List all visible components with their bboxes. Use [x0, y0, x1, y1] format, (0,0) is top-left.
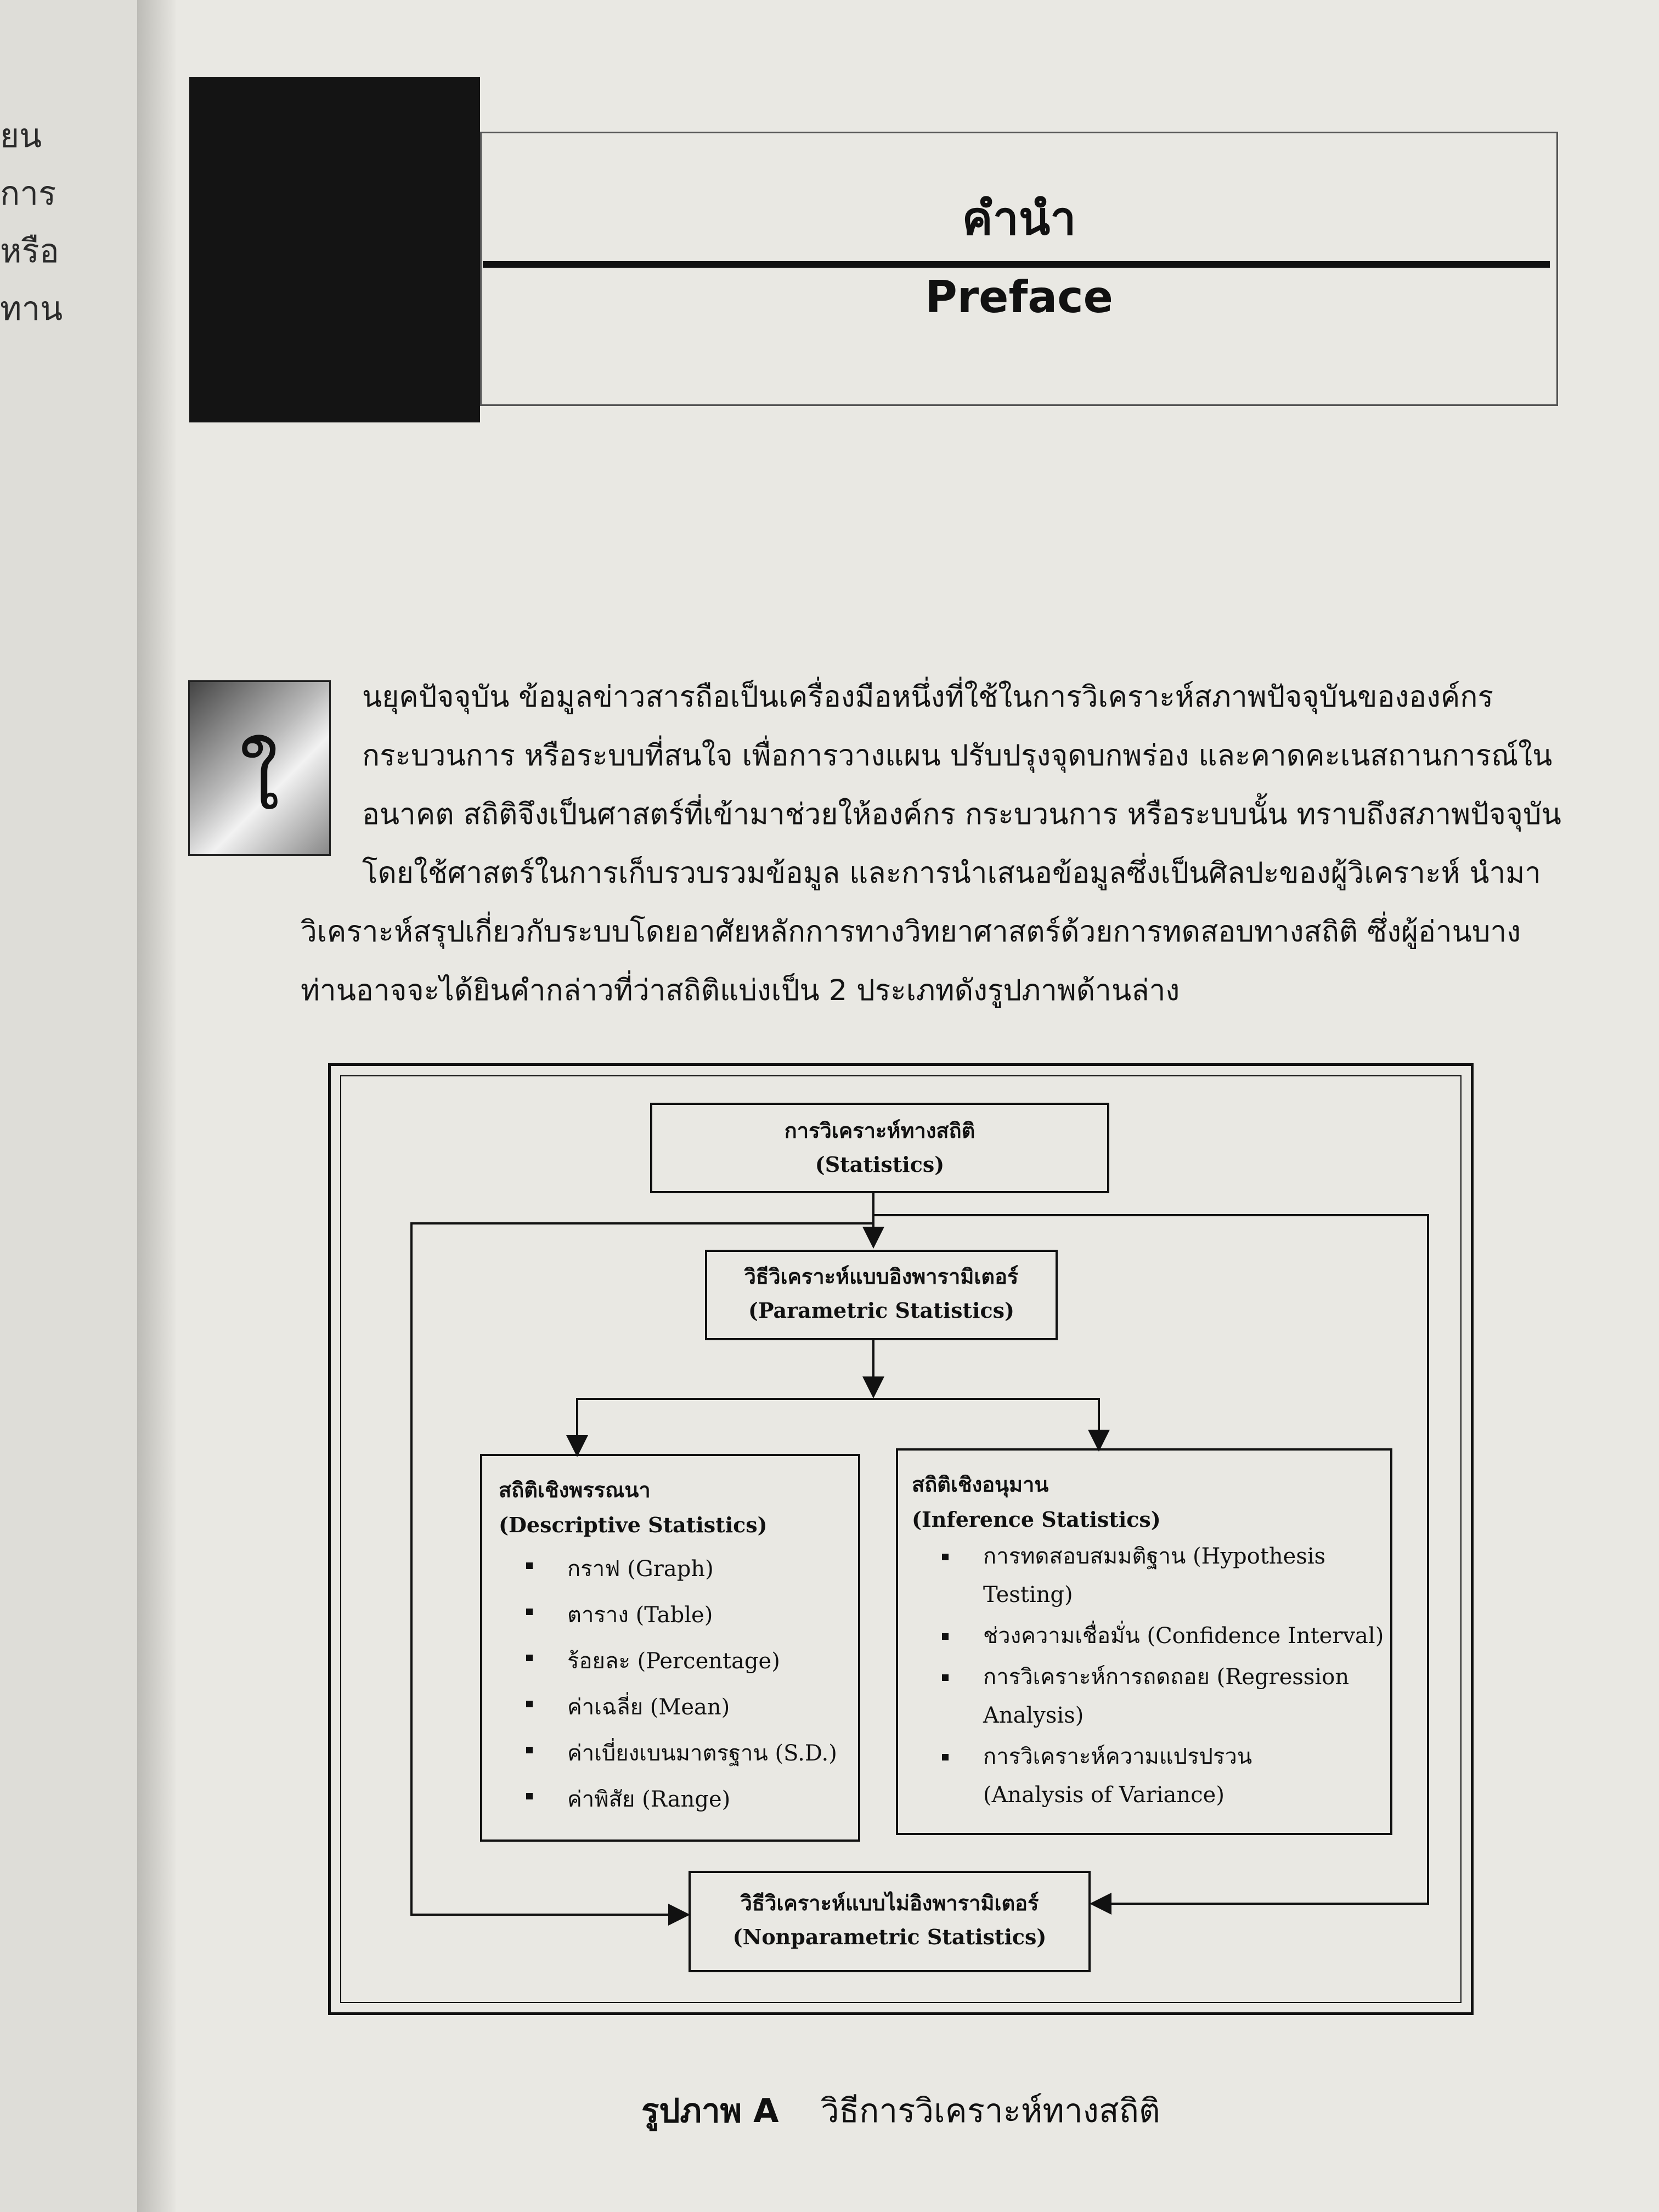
- paragraph-line: วิเคราะห์สรุปเกี่ยวกับระบบโดยอาศัยหลักการทางวิทยาศาสตร์ด้วยการทดสอบทางสถิติ ซึ่งผู้อ่านบาง: [301, 915, 1521, 949]
- page-title-english: Preface: [925, 272, 1113, 323]
- list-item: ค่าเบี่ยงเบนมาตรฐาน (S.D.): [521, 1730, 858, 1776]
- header-divider: [483, 261, 1550, 268]
- parametric-box: [705, 1250, 1058, 1340]
- descriptive-label-en: (Descriptive Statistics): [499, 1513, 768, 1537]
- list-item: ช่วงความเชื่อมั่น (Confidence Interval): [936, 1617, 1379, 1655]
- list-item: ร้อยละ (Percentage): [521, 1638, 858, 1684]
- list-item: ค่าเฉลี่ย (Mean): [521, 1684, 858, 1730]
- page-title-thai: คำนำ: [962, 191, 1076, 245]
- left-page-fragment: การ: [0, 174, 57, 213]
- chapter-header-block: [189, 77, 480, 422]
- nonparametric-label-th: วิธีวิเคราะห์แบบไม่อิงพารามิเตอร์: [740, 1891, 1039, 1915]
- chapter-header-box: [480, 132, 1558, 406]
- inference-label-th: สถิติเชิงอนุมาน: [912, 1472, 1049, 1497]
- paragraph-line: โดยใช้ศาสตร์ในการเก็บรวบรวมข้อมูล และการนำเสนอข้อมูลซึ่งเป็นศิลปะของผู้วิเคราะห์ นำมา: [362, 856, 1542, 890]
- inference-box: [896, 1448, 1392, 1835]
- book-gutter: [137, 0, 176, 2212]
- left-page-fragment: หรือ: [0, 232, 59, 270]
- figure-caption-text: วิธีการวิเคราะห์ทางสถิติ: [820, 2092, 1160, 2130]
- figure-label: รูปภาพ A: [641, 2092, 779, 2130]
- drop-cap: [188, 680, 331, 856]
- statistics-label-th: การวิเคราะห์ทางสถิติ: [784, 1118, 975, 1143]
- list-item: การวิเคราะห์ความแปรปรวน (Analysis of Variance): [936, 1737, 1356, 1814]
- statistics-box: [650, 1103, 1109, 1193]
- list-item: กราฟ (Graph): [521, 1546, 858, 1592]
- list-item: การทดสอบสมมติฐาน (Hypothesis Testing): [936, 1537, 1345, 1614]
- nonparametric-box: [689, 1871, 1091, 1972]
- inference-label-en: (Inference Statistics): [912, 1507, 1161, 1532]
- paragraph-line: ท่านอาจจะได้ยินคำกล่าวที่ว่าสถิติแบ่งเป็น 2 ประเภทดังรูปภาพด้านล่าง: [301, 974, 1180, 1007]
- statistics-label-en: (Statistics): [815, 1152, 945, 1177]
- inference-list: [936, 1537, 1384, 1814]
- figure-caption: [328, 2085, 1474, 2137]
- left-page-edge: [0, 0, 137, 2212]
- descriptive-box: [480, 1454, 860, 1842]
- left-page-fragment: ทาน: [0, 290, 63, 328]
- parametric-label-th: วิธีวิเคราะห์แบบอิงพารามิเตอร์: [744, 1264, 1019, 1289]
- left-page-fragment: ียน: [0, 117, 42, 155]
- paragraph-line: นยุคปัจจุบัน ข้อมูลข่าวสารถือเป็นเครื่องมือหนึ่งที่ใช้ในการวิเคราะห์สภาพปัจจุบันขององค์กร: [362, 680, 1493, 714]
- descriptive-list: [521, 1546, 858, 1822]
- list-item: ตาราง (Table): [521, 1592, 858, 1638]
- list-item: การวิเคราะห์การถดถอย (Regression Analysis): [936, 1658, 1356, 1735]
- list-item: ค่าพิสัย (Range): [521, 1776, 858, 1822]
- drop-cap-letter: ใ: [239, 733, 280, 828]
- descriptive-label-th: สถิติเชิงพรรณนา: [499, 1477, 651, 1502]
- paragraph-line: กระบวนการ หรือระบบที่สนใจ เพื่อการวางแผน ปรับปรุงจุดบกพร่อง และคาดคะเนสถานการณ์ใน: [362, 739, 1553, 772]
- parametric-label-en: (Parametric Statistics): [748, 1298, 1015, 1323]
- nonparametric-label-en: (Nonparametric Statistics): [732, 1925, 1047, 1949]
- paragraph-line: อนาคต สถิติจึงเป็นศาสตร์ที่เข้ามาช่วยให้องค์กร กระบวนการ หรือระบบนั้น ทราบถึงสภาพปัจจุบัน: [362, 798, 1561, 831]
